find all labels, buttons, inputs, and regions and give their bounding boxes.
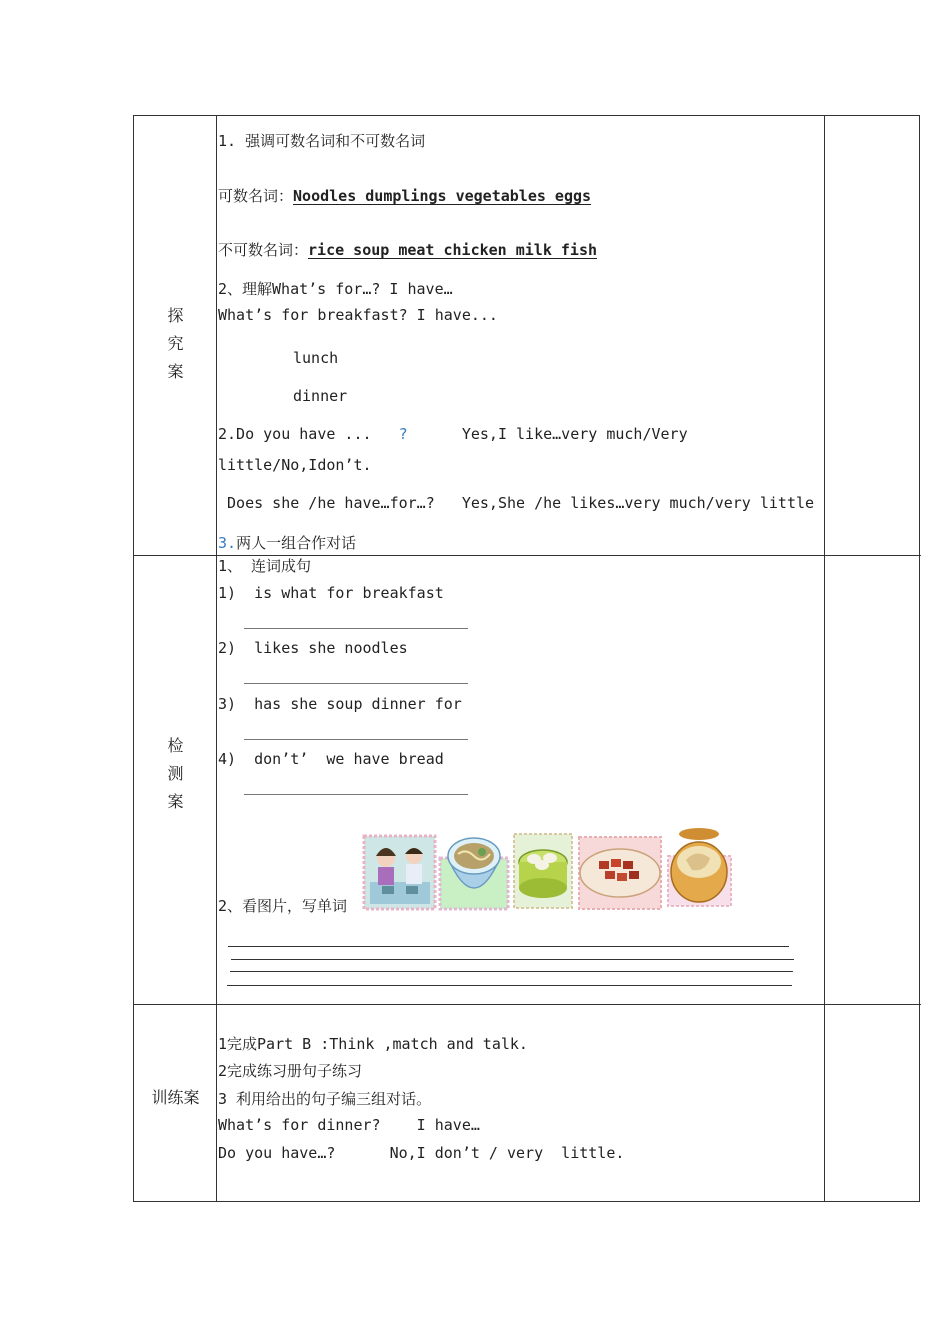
- explore-label-char-1: 探: [167, 306, 184, 325]
- countable-label: 可数名词：: [218, 187, 294, 205]
- check-section-label: [134, 732, 217, 816]
- explore-line-1: 1. 强调可数名词和不可数名词: [218, 132, 426, 150]
- check-item-3: 3) has she soup dinner for: [218, 695, 462, 713]
- check-label-char-2: 测: [167, 764, 184, 783]
- answer-blank-4[interactable]: [244, 794, 468, 795]
- check-label-char-3: 案: [167, 792, 184, 811]
- line-3a-start: 2.Do you have ...: [218, 425, 399, 443]
- answer-blank-3[interactable]: [244, 739, 468, 740]
- uncountable-label: 不可数名词：: [218, 241, 309, 259]
- uncountable-nouns-line: [218, 239, 597, 260]
- chicken-pot-picture: [666, 826, 733, 908]
- train-line-5: Do you have…? No,I don’t / very little.: [218, 1144, 625, 1162]
- explore-line-4: Does she /he have…for…? Yes,She /he likes…very much/very little: [218, 494, 815, 512]
- explore-label-char-2: 究: [167, 334, 184, 353]
- check-item-2: 2) likes she noodles: [218, 639, 408, 657]
- train-line-1: 1完成Part B :Think ,match and talk.: [218, 1035, 528, 1053]
- explore-label-char-3: 案: [167, 362, 184, 381]
- train-line-3: 3 利用给出的句子编三组对话。: [218, 1090, 432, 1108]
- writing-line-3[interactable]: [230, 971, 793, 972]
- line-5-number: 3.: [218, 534, 237, 552]
- explore-line-2b: What’s for breakfast? I have...: [218, 306, 498, 324]
- train-line-2: 2完成练习册句子练习: [218, 1062, 363, 1080]
- row-divider-1-right: [824, 555, 921, 556]
- column-divider-1: [216, 116, 217, 1201]
- people-eating-picture: [362, 834, 437, 911]
- row-divider-2-right: [824, 1004, 921, 1005]
- check-title: 1、 连词成句: [218, 557, 312, 575]
- answer-blank-2[interactable]: [244, 683, 468, 684]
- countable-words: Noodles dumplings vegetables eggs: [293, 187, 592, 205]
- train-line-4: What’s for dinner? I have…: [218, 1116, 480, 1134]
- writing-line-2[interactable]: [231, 959, 794, 960]
- picture-prompt: 2、看图片，写单词: [218, 897, 348, 915]
- explore-line-5: [218, 532, 356, 553]
- check-item-4: 4) don’t’ we have bread: [218, 750, 444, 768]
- line-3a-question-mark: ?: [398, 425, 408, 443]
- writing-line-4[interactable]: [227, 985, 792, 986]
- line-5-text: 两人一组合作对话: [236, 534, 357, 552]
- check-item-1: 1) is what for breakfast: [218, 584, 444, 602]
- explore-line-3b: little/No,Idon’t.: [218, 456, 372, 474]
- check-label-char-1: 检: [167, 736, 184, 755]
- meat-plate-picture: [577, 835, 663, 911]
- countable-nouns-line: [218, 185, 591, 206]
- writing-line-1[interactable]: [228, 946, 789, 947]
- answer-blank-1[interactable]: [244, 628, 468, 629]
- noodles-bowl-picture: [438, 828, 510, 911]
- explore-lunch: lunch: [293, 349, 339, 367]
- line-3a-end: Yes,I like…very much/Very: [407, 425, 688, 443]
- row-divider-2: [134, 1004, 824, 1005]
- uncountable-words: rice soup meat chicken milk fish: [308, 241, 597, 259]
- explore-line-2a: 2、理解What’s for…? I have…: [218, 280, 453, 298]
- explore-dinner: dinner: [293, 387, 348, 405]
- explore-section-label: [134, 302, 217, 386]
- dumplings-steamer-picture: [512, 832, 574, 910]
- column-divider-2: [824, 116, 825, 1201]
- explore-line-3a: [218, 425, 688, 443]
- train-section-label: 训练案: [151, 1088, 200, 1107]
